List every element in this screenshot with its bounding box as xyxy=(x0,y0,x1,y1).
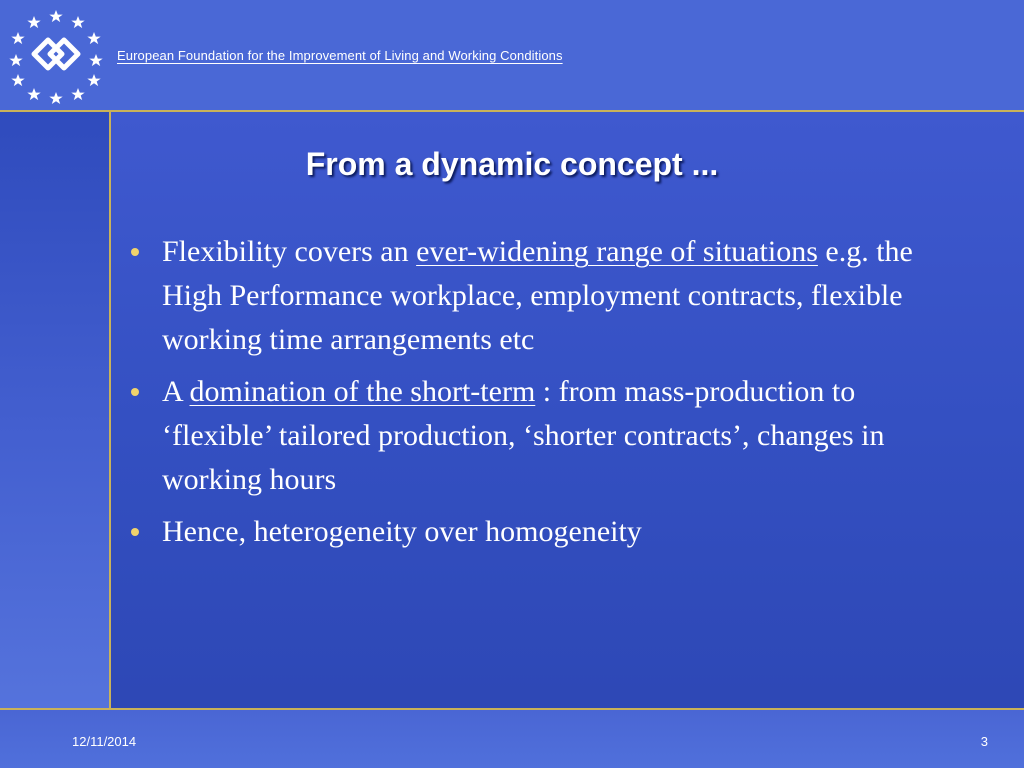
footer-date: 12/11/2014 xyxy=(72,734,137,749)
bullet-underlined-text: ever-widening range of situations xyxy=(416,235,818,268)
bullet-item xyxy=(128,230,948,362)
header-band xyxy=(0,0,1024,110)
page-number: 3 xyxy=(980,734,988,749)
bullet-list xyxy=(128,230,948,562)
bullet-text: : from mass-production to ‘flexible’ tailored production, ‘shorter contracts’, changes in working hours xyxy=(162,375,885,496)
bullet-text: Hence, heterogeneity over homogeneity xyxy=(162,515,642,548)
bullet-dot-icon xyxy=(131,528,139,536)
footer-band xyxy=(0,710,1024,768)
side-panel xyxy=(0,112,109,708)
bullet-item xyxy=(128,370,948,502)
bullet-dot-icon xyxy=(131,248,139,256)
bullet-item xyxy=(128,510,948,554)
bullet-dot-icon xyxy=(131,388,139,396)
header-divider xyxy=(0,110,1024,112)
bullet-text: A xyxy=(162,375,190,408)
bullet-underlined-text: domination of the short-term xyxy=(189,375,536,408)
organization-name[interactable]: European Foundation for the Improvement of Living and Working Conditions xyxy=(117,48,563,63)
bullet-text: Flexibility covers an xyxy=(162,235,417,268)
side-divider xyxy=(109,112,111,708)
eurofound-logo-icon xyxy=(8,8,104,104)
bullet-text: e.g. the High Performance workplace, employment contracts, flexible working time arrangements etc xyxy=(162,235,913,356)
slide-title: From a dynamic concept ... xyxy=(305,146,719,182)
